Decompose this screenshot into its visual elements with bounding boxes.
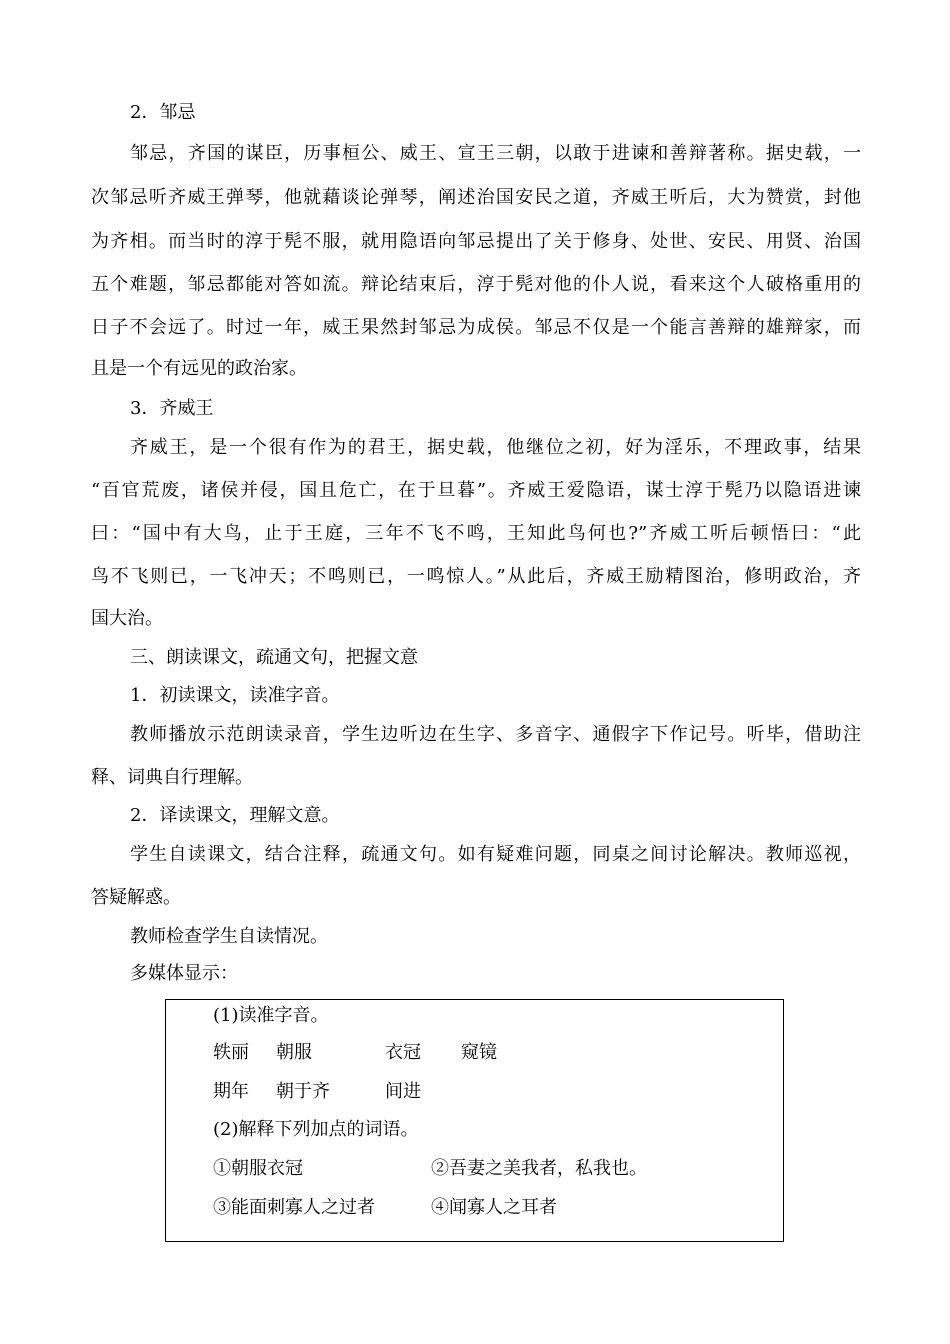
- word-item: 间进: [385, 1081, 421, 1102]
- word-item: 衣冠: [385, 1042, 421, 1063]
- subheading-first-reading: 1．初读课文，读准字音。: [130, 685, 340, 706]
- paragraph-line: “百官荒废，诸侯并侵，国且危亡，在于旦暮”。齐威王爱隐语，谋士淳于髡乃以隐语进谏: [91, 480, 861, 501]
- exercise-item: ②吾妻之美我者，私我也。: [431, 1158, 647, 1179]
- paragraph-line: 曰：“国中有大鸟，止于王庭，三年不飞不鸣，王知此鸟何也?”齐威工听后顿悟曰：“此: [91, 523, 861, 544]
- multimedia-display-box: [165, 999, 784, 1242]
- paragraph-line: 五个难题，邹忌都能对答如流。辩论结束后，淳于髡对他的仆人说，看来这个人破格重用的: [91, 274, 861, 295]
- paragraph-line: 邹忌，齐国的谋臣，历事桓公、威王、宣王三朝，以敢于进谏和善辩著称。据史载，一: [130, 143, 861, 164]
- subheading-translation-reading: 2．译读课文，理解文意。: [130, 805, 340, 826]
- word-item: 轶丽: [213, 1042, 249, 1063]
- section-heading-reading: 三、朗读课文，疏通文句，把握文意: [130, 647, 418, 668]
- exercise-item: ④闻寡人之耳者: [431, 1197, 557, 1218]
- paragraph-line: 教师检查学生自读情况。: [130, 926, 328, 947]
- exercise-item: ①朝服衣冠: [213, 1158, 303, 1179]
- word-item: 朝于齐: [276, 1081, 330, 1102]
- paragraph-line: 多媒体显示：: [130, 963, 238, 984]
- paragraph-line: 学生自读课文，结合注释，疏通文句。如有疑难问题，同桌之间讨论解决。教师巡视，: [130, 844, 861, 865]
- box-heading-explain: (2)解释下列加点的词语。: [213, 1119, 419, 1140]
- paragraph-line: 且是一个有远见的政治家。: [91, 358, 307, 379]
- section-heading-qiweiwang: 3．齐威王: [130, 398, 214, 419]
- box-heading-pronunciation: (1)读准字音。: [213, 1005, 329, 1026]
- paragraph-line: 答疑解惑。: [91, 887, 181, 908]
- paragraph-line: 齐威王，是一个很有作为的君王，据史载，他继位之初，好为淫乐，不理政事，结果: [130, 437, 861, 458]
- word-item: 窥镜: [461, 1042, 497, 1063]
- paragraph-line: 为齐相。而当时的淳于髡不服，就用隐语向邹忌提出了关于修身、处世、安民、用贤、治国: [91, 231, 861, 252]
- paragraph-line: 次邹忌听齐威王弹琴，他就藉谈论弹琴，阐述治国安民之道，齐威王听后，大为赞赏，封他: [91, 187, 861, 208]
- paragraph-line: 鸟不飞则已，一飞冲天；不鸣则已，一鸣惊人。”从此后，齐威王励精图治，修明政治，齐: [91, 566, 861, 587]
- word-item: 朝服: [276, 1042, 312, 1063]
- word-item: 期年: [213, 1081, 249, 1102]
- paragraph-line: 教师播放示范朗读录音，学生边听边在生字、多音字、通假字下作记号。听毕，借助注: [130, 724, 861, 745]
- paragraph-line: 国大治。: [91, 608, 163, 629]
- paragraph-line: 释、词典自行理解。: [91, 767, 253, 788]
- exercise-item: ③能面刺寡人之过者: [213, 1197, 375, 1218]
- paragraph-line: 日子不会远了。时过一年，威王果然封邹忌为成侯。邹忌不仅是一个能言善辩的雄辩家，而: [91, 317, 861, 338]
- section-heading-zouji: 2．邹忌: [130, 102, 196, 123]
